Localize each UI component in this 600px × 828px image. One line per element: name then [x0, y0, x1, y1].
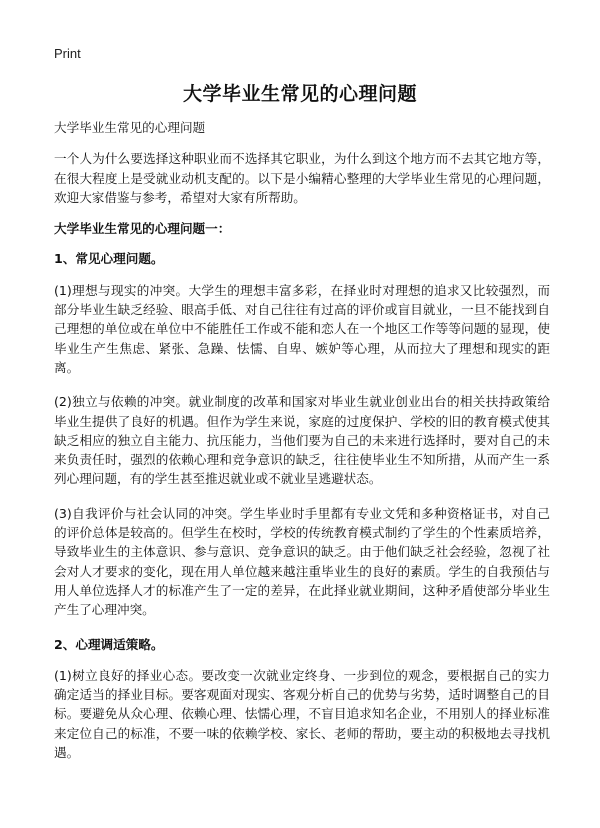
page-title: 大学毕业生常见的心理问题: [182, 83, 417, 105]
paragraph-self-evaluation-vs-social-recognition: (3)自我评价与社会认同的冲突。学生毕业时手里都有专业文凭和多种资格证书，对自己的评价总体是较高的。但学生在校时，学校的传统教育模式制约了学生的个性素质培养，导致毕业生的主体意识、参与意识、竞争意识的缺乏。由于他们缺乏社会经验，忽视了社会对人才要求的变化，现在用人单位越来越注重毕业生的良好的素质。学生的自我预估与用人单位选择人才的标准产生了一定的差异，在此择业就业期间，这种矛盾使部分毕业生产生了心理冲突。: [54, 505, 550, 618]
sub-heading-common-problems: 1、常见心理问题。: [54, 251, 164, 267]
paragraph-good-job-mindset: (1)树立良好的择业心态。要改变一次就业定终身、一步到位的观念，要根据自己的实力确定适当的择业目标。要客观面对现实、客观分析自己的优势与劣势，适时调整自己的目标。要避免从众心理、依赖心理、怯懦心理，不盲目追求知名企业，不用别人的择业标准来定位自己的标准，不要一味的依赖学校、家长、老师的帮助，要主动的积极地去寻找机遇。: [54, 667, 550, 761]
print-link[interactable]: Print: [54, 46, 81, 61]
sub-heading-adjustment-strategies: 2、心理调适策略。: [54, 636, 164, 652]
section-heading: 大学毕业生常见的心理问题一：: [54, 221, 231, 237]
article-subtitle: 大学毕业生常见的心理问题: [54, 120, 206, 135]
paragraph-independence-vs-dependence: (2)独立与依赖的冲突。就业制度的改革和国家对毕业生就业创业出台的相关扶持政策给毕业生提供了良好的机遇。但作为学生来说，家庭的过度保护、学校的旧的教育模式使其缺乏相应的独立自主能力、抗压能力，当他们要为自己的未来进行选择时，要对自己的未来负责任时，强烈的依赖心理和竞争意识的缺乏，往往使毕业生不知所措，从而产生一系列心理问题，有的学生甚至推迟就业或不就业呈逃避状态。: [54, 394, 550, 487]
paragraph-ideal-vs-reality: (1)理想与现实的冲突。大学生的理想丰富多彩，在择业时对理想的追求又比较强烈，而部分毕业生缺乏经验、眼高手低、对自己往往有过高的评价或盲目就业，一旦不能找到自己理想的单位或在单位中不能胜任工作或不能和恋人在一个地区工作等等问题的显现，使毕业生产生焦虑、紧张、急躁、怯懦、自卑、嫉妒等心理，从而拉大了理想和现实的距离。: [54, 282, 550, 375]
article-body: [54, 118, 550, 777]
intro-paragraph: 一个人为什么要选择这种职业而不选择其它职业，为什么到这个地方而不去其它地方等，在很大程度上是受就业动机支配的。以下是小编精心整理的大学毕业生常见的心理问题，欢迎大家借鉴与参考，希望对大家有所帮助。: [54, 151, 550, 205]
